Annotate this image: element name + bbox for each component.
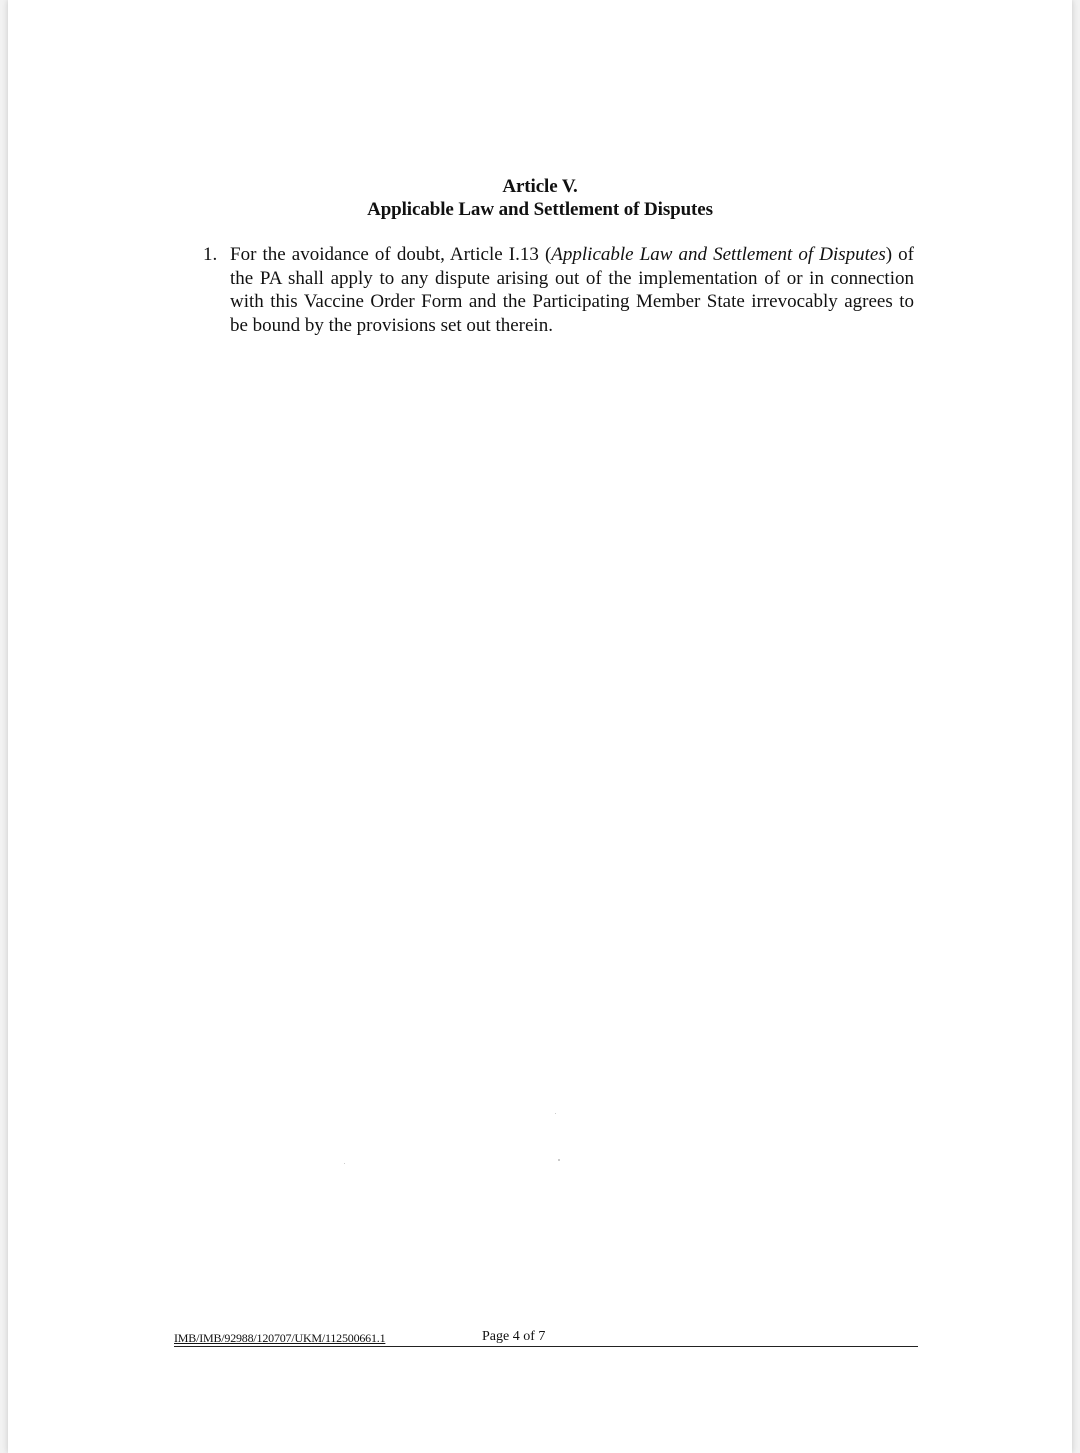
scan-speck	[555, 1113, 556, 1114]
article-number: Article V.	[502, 176, 578, 197]
clause-text-after: ) of the PA shall apply to any dispute arising out of the implementation of or in connection with this Vaccine Order Form and the Participating Member State irrevocably agrees to be bound by the provisions set out therein.	[230, 244, 915, 336]
clause-number: 1.	[203, 244, 218, 265]
scan-speck	[558, 1159, 560, 1161]
scan-speck	[344, 1163, 345, 1164]
document-page	[8, 0, 1072, 1453]
clause-text-before: For the avoidance of doubt, Article I.13 (	[230, 244, 552, 265]
footer-page-number: Page 4 of 7	[482, 1329, 546, 1344]
footer-rule	[174, 1346, 918, 1347]
clause-text-italic: Applicable Law and Settlement of Disputes	[551, 244, 886, 265]
article-title: Applicable Law and Settlement of Disputes	[367, 199, 713, 220]
clause-text	[230, 243, 914, 337]
footer-reference: IMB/IMB/92988/120707/UKM/112500661.1	[174, 1331, 386, 1345]
